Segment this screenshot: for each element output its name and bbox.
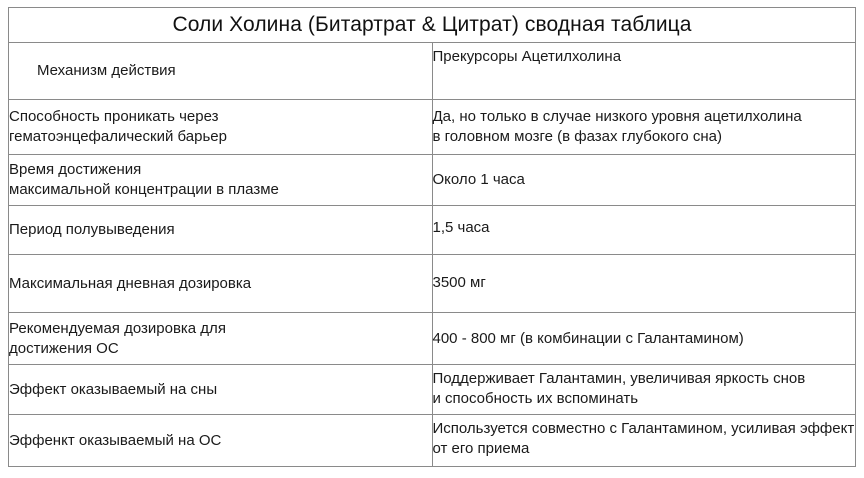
row-label: Эффенкт оказываемый на ОС bbox=[9, 415, 433, 467]
row-value: Да, но только в случае низкого уровня ацетилхолина в головном мозге (в фазах глубокого сна) bbox=[432, 100, 856, 155]
table-row bbox=[9, 365, 856, 415]
table-row bbox=[9, 415, 856, 467]
row-value: 1,5 часа bbox=[432, 206, 856, 255]
row-value: Используется совместно с Галантамином, усиливая эффект от его приема bbox=[432, 415, 856, 467]
table-row bbox=[9, 43, 856, 100]
title-row bbox=[9, 8, 856, 43]
table-row bbox=[9, 155, 856, 206]
table-row bbox=[9, 100, 856, 155]
row-value: Около 1 часа bbox=[432, 155, 856, 206]
table-row bbox=[9, 313, 856, 365]
table-row bbox=[9, 206, 856, 255]
row-label: Механизм действия bbox=[9, 43, 433, 100]
row-value: 3500 мг bbox=[432, 255, 856, 313]
row-label: Рекомендуемая дозировка для достижения ОС bbox=[9, 313, 433, 365]
row-value: Прекурсоры Ацетилхолина bbox=[432, 43, 856, 100]
row-label: Время достижения максимальной концентрации в плазме bbox=[9, 155, 433, 206]
row-label: Способность проникать через гематоэнцефалический барьер bbox=[9, 100, 433, 155]
row-label: Максимальная дневная дозировка bbox=[9, 255, 433, 313]
document-page bbox=[8, 7, 856, 463]
summary-table bbox=[8, 7, 856, 467]
table-row bbox=[9, 255, 856, 313]
table-title: Соли Холина (Битартрат & Цитрат) сводная таблица bbox=[9, 8, 856, 43]
row-value: 400 - 800 мг (в комбинации с Галантамином) bbox=[432, 313, 856, 365]
row-label: Эффект оказываемый на сны bbox=[9, 365, 433, 415]
row-value: Поддерживает Галантамин, увеличивая яркость снов и способность их вспоминать bbox=[432, 365, 856, 415]
row-label: Период полувыведения bbox=[9, 206, 433, 255]
